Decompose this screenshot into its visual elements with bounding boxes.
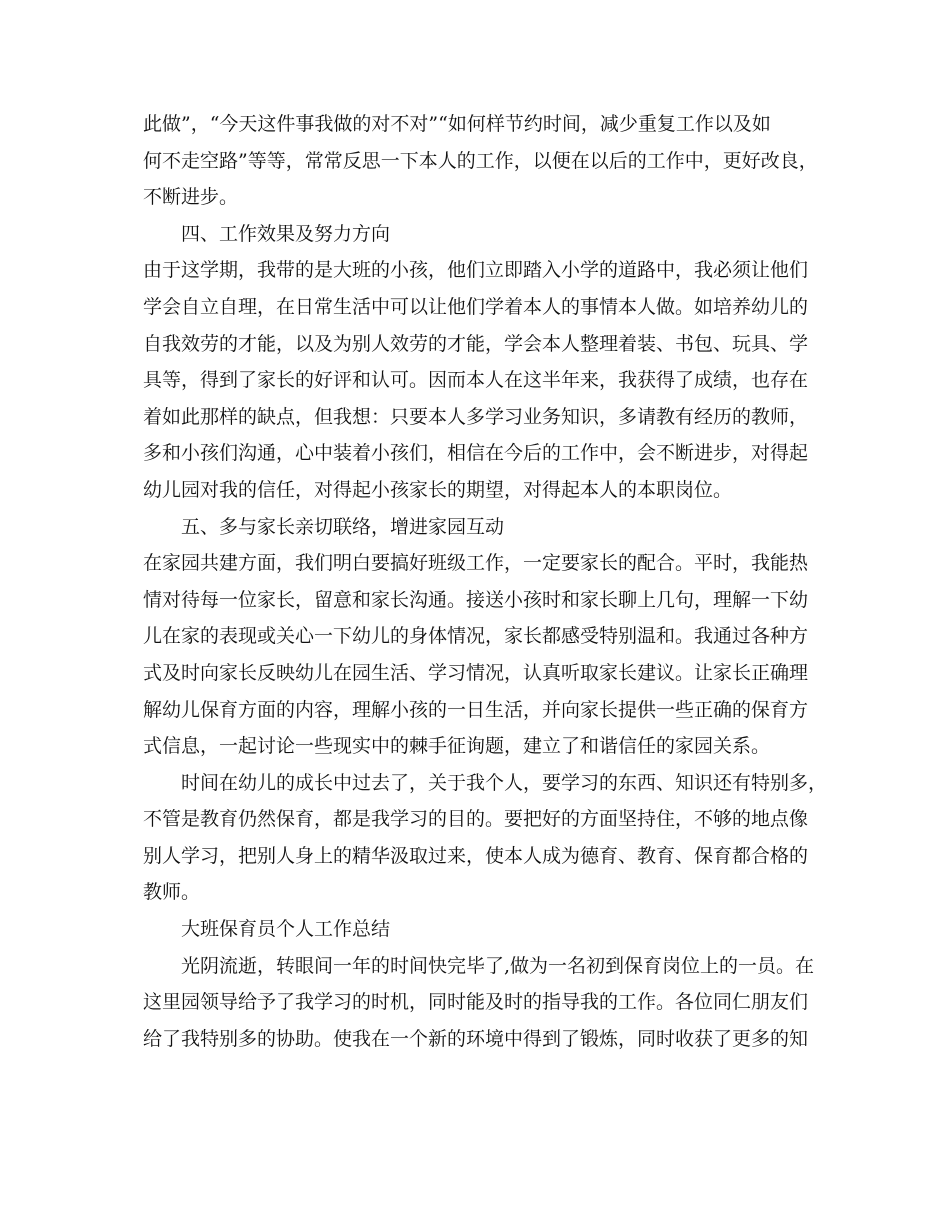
paragraph-line: 由于这学期，我带的是大班的小孩，他们立即踏入小学的道路中，我必须让他们 [143,259,809,282]
paragraph-line: 幼儿园对我的信任，对得起小孩家长的期望，对得起本人的本职岗位。 [143,478,733,501]
paragraph-line-indented: 四、工作效果及努力方向 [181,222,391,245]
paragraph-line: 解幼儿保育方面的内容，理解小孩的一日生活，并向家长提供一些正确的保育方 [143,698,809,721]
paragraph-line: 多和小孩们沟通，心中装着小孩们，相信在今后的工作中，会不断进步，对得起 [143,442,809,465]
paragraph-line: 不断进步。 [143,186,239,209]
paragraph-line: 何不走空路”等等，常常反思一下本人的工作，以便在以后的工作中，更好改良， [143,149,818,172]
paragraph-line: 着如此那样的缺点，但我想：只要本人多学习业务知识，多请教有经历的教师， [143,405,809,428]
document-body [143,106,828,1057]
paragraph-line: 这里园领导给予了我学习的时机，同时能及时的指导我的工作。各位同仁朋友们 [143,991,809,1014]
paragraph-line-indented: 时间在幼儿的成长中过去了，关于我个人，要学习的东西、知识还有特别多， [181,771,828,794]
paragraph-line: 教师。 [143,881,201,904]
paragraph-line: 在家园共建方面，我们明白要搞好班级工作，一定要家长的配合。平时，我能热 [143,552,809,575]
paragraph-line: 式信息，一起讨论一些现实中的棘手征询题，建立了和谐信任的家园关系。 [143,735,771,758]
paragraph-line: 情对待每一位家长，留意和家长沟通。接送小孩时和家长聊上几句，理解一下幼 [143,588,809,611]
paragraph-line: 别人学习，把别人身上的精华汲取过来，使本人成为德育、教育、保育都合格的 [143,844,809,867]
paragraph-line-indented: 五、多与家长亲切联络，增进家园互动 [181,515,505,538]
paragraph-line: 学会自立自理，在日常生活中可以让他们学着本人的事情本人做。如培养幼儿的 [143,295,809,318]
paragraph-line-indented: 大班保育员个人工作总结 [181,918,391,941]
paragraph-line: 式及时向家长反映幼儿在园生活、学习情况，认真听取家长建议。让家长正确理 [143,661,809,684]
paragraph-line: 具等，得到了家长的好评和认可。因而本人在这半年来，我获得了成绩，也存在 [143,369,809,392]
paragraph-line: 此做”，“今天这件事我做的对不对”“如何样节约时间，减少重复工作以及如 [143,113,771,135]
paragraph-line: 儿在家的表现或关心一下幼儿的身体情况，家长都感受特别温和。我通过各种方 [143,625,809,648]
paragraph-line: 给了我特别多的协助。使我在一个新的环境中得到了锻炼，同时收获了更多的知 [143,1027,809,1050]
paragraph-line-indented: 光阴流逝，转眼间一年的时间快完毕了,做为一名初到保育岗位上的一员。在 [181,954,815,977]
paragraph-line: 自我效劳的才能，以及为别人效劳的才能，学会本人整理着装、书包、玩具、学 [143,332,809,355]
paragraph-line: 不管是教育仍然保育，都是我学习的目的。要把好的方面坚持住，不够的地点像 [143,808,809,831]
